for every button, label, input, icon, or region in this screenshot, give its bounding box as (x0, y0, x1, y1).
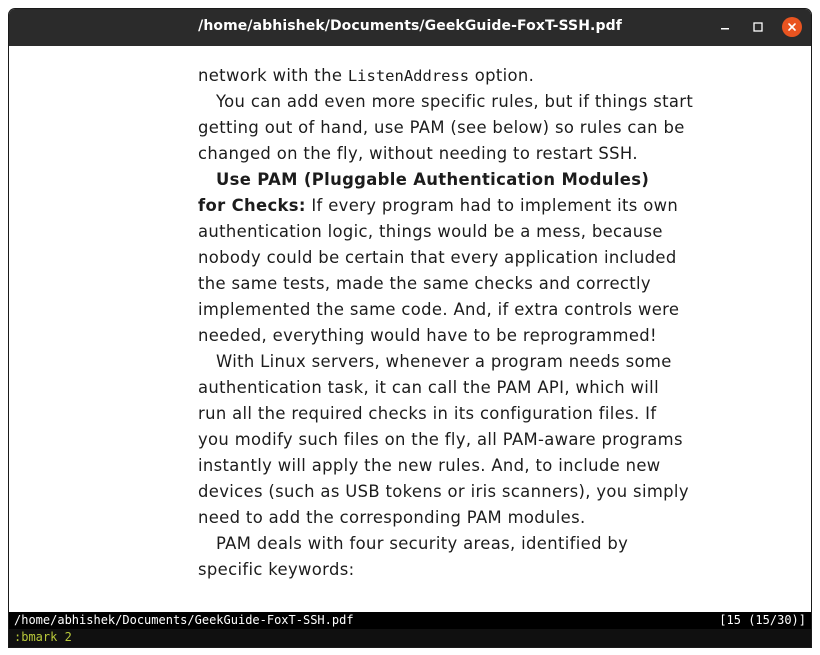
text-line: instantly will apply the new rules. And, to include new (198, 456, 661, 475)
text-line: need to add the corresponding PAM modules. (198, 508, 586, 527)
document-text (198, 63, 718, 583)
maximize-button[interactable] (748, 17, 768, 37)
text-line: PAM deals with four security areas, identified by (216, 534, 629, 553)
text-line: changed on the fly, without needing to restart SSH. (198, 144, 638, 163)
text-line: the same tests, made the same checks and correctly (198, 274, 651, 293)
text-line: authentication task, it can call the PAM API, which will (198, 378, 659, 397)
window-title: /home/abhishek/Documents/GeekGuide-FoxT-SSH.pdf (198, 18, 622, 34)
close-button[interactable] (782, 17, 802, 37)
status-file-path: /home/abhishek/Documents/GeekGuide-FoxT-SSH.pdf (14, 613, 354, 627)
text-line: getting out of hand, use PAM (see below) so rules can be (198, 118, 685, 137)
text-line: With Linux servers, whenever a program needs some (216, 352, 672, 371)
text-line: nobody could be certain that every application included (198, 248, 677, 267)
status-page-indicator: [15 (15/30)] (719, 613, 806, 627)
code-listenaddress: ListenAddress (347, 67, 470, 85)
document-page[interactable] (9, 46, 811, 612)
minimize-icon (719, 21, 731, 33)
status-bar (9, 612, 811, 629)
text-line: You can add even more specific rules, but if things start (216, 92, 694, 111)
pdf-viewer-window (9, 9, 811, 647)
text-line: you modify such files on the fly, all PAM-aware programs (198, 430, 683, 449)
close-icon (786, 21, 798, 33)
section-heading-cont: for Checks: (198, 196, 306, 215)
maximize-icon (752, 21, 764, 33)
text-line: network with the ListenAddress option. (198, 66, 535, 85)
section-heading: Use PAM (Pluggable Authentication Modules) (216, 170, 650, 189)
text-line: specific keywords: (198, 560, 355, 579)
text-line: implemented the same code. And, if extra controls were (198, 300, 680, 319)
command-line[interactable] (9, 629, 811, 647)
minimize-button[interactable] (715, 17, 735, 37)
text-line: for Checks: If every program had to implement its own (198, 196, 679, 215)
command-text: :bmark 2 (14, 630, 72, 644)
text-line: devices (such as USB tokens or iris scanners), you simply (198, 482, 689, 501)
text-line: authentication logic, things would be a mess, because (198, 222, 663, 241)
title-bar[interactable] (9, 9, 811, 46)
text-line: needed, everything would have to be reprogrammed! (198, 326, 657, 345)
text-line: run all the required checks in its configuration files. If (198, 404, 657, 423)
